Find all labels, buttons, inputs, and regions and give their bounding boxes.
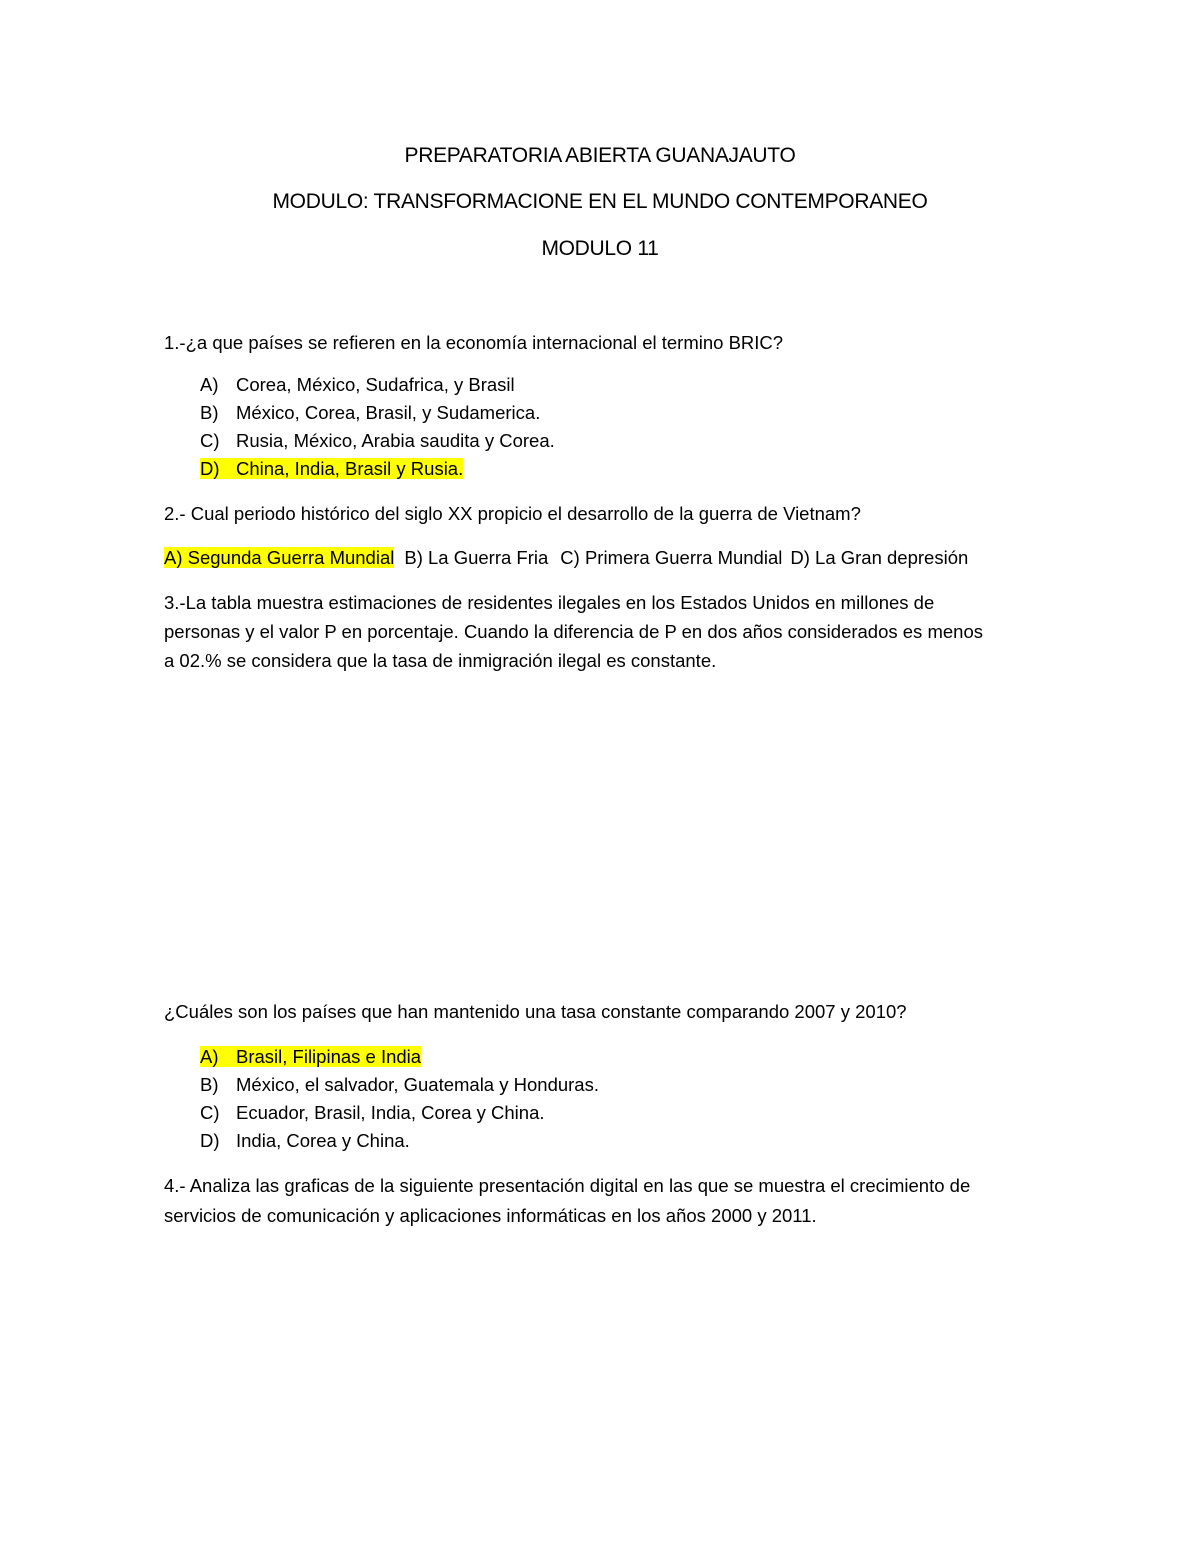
q3-option-d-text: India, Corea y China. <box>236 1130 410 1151</box>
q2-option-a-highlighted: A) Segunda Guerra Mundial <box>164 547 395 568</box>
q3-option-d <box>200 1129 410 1153</box>
q2-option-c: C) Primera Guerra Mundial <box>560 547 783 568</box>
q1-option-b-text: México, Corea, Brasil, y Sudamerica. <box>236 402 541 423</box>
q3-option-b-letter: B) <box>200 1074 219 1095</box>
q3-option-a-letter: A) <box>200 1046 219 1067</box>
q3-option-a-text: Brasil, Filipinas e India <box>236 1046 422 1067</box>
q2-option-b: B) La Guerra Fria <box>404 547 549 568</box>
question-4-text-line2: servicios de comunicación y aplicaciones informáticas en los años 2000 y 2011. <box>164 1205 817 1226</box>
q1-option-a <box>200 373 515 397</box>
q3-option-c-text: Ecuador, Brasil, India, Corea y China. <box>236 1102 545 1123</box>
q1-option-a-text: Corea, México, Sudafrica, y Brasil <box>236 374 515 395</box>
header-module-number: MODULO 11 <box>541 237 659 260</box>
q1-option-d-letter: D) <box>200 458 220 479</box>
q3-option-c <box>200 1101 545 1125</box>
q1-option-d-text: China, India, Brasil y Rusia. <box>236 458 464 479</box>
q1-option-d-highlighted <box>200 457 463 481</box>
q3-option-b <box>200 1073 599 1097</box>
q1-option-a-letter: A) <box>200 374 219 395</box>
q2-options-row <box>164 546 976 570</box>
question-2-text: 2.- Cual periodo histórico del siglo XX propicio el desarrollo de la guerra de Vietnam? <box>164 503 861 524</box>
q3-option-c-letter: C) <box>200 1102 220 1123</box>
q1-option-b <box>200 401 540 425</box>
q1-option-b-letter: B) <box>200 402 219 423</box>
q2-option-d: D) La Gran depresión <box>790 547 969 568</box>
q1-option-c <box>200 429 555 453</box>
q1-option-c-text: Rusia, México, Arabia saudita y Corea. <box>236 430 555 451</box>
question-3-text-line2: personas y el valor P en porcentaje. Cuando la diferencia de P en dos años considerados es menos <box>164 621 983 642</box>
question-1-text: 1.-¿a que países se refieren en la economía internacional el termino BRIC? <box>164 332 784 353</box>
question-3-text-line1: 3.-La tabla muestra estimaciones de residentes ilegales en los Estados Unidos en millones de <box>164 592 935 613</box>
q3-option-d-letter: D) <box>200 1130 220 1151</box>
question-4-text-line1: 4.- Analiza las graficas de la siguiente presentación digital en las que se muestra el crecimiento de <box>164 1175 971 1196</box>
q3-option-a-highlighted <box>200 1045 421 1069</box>
q3-option-b-text: México, el salvador, Guatemala y Honduras. <box>236 1074 599 1095</box>
header-module-title: MODULO: TRANSFORMACIONE EN EL MUNDO CONTEMPORANEO <box>272 190 928 213</box>
header-school: PREPARATORIA ABIERTA GUANAJAUTO <box>404 144 796 167</box>
q1-option-c-letter: C) <box>200 430 220 451</box>
question-3-text-line3: a 02.% se considera que la tasa de inmigración ilegal es constante. <box>164 650 717 671</box>
question-3-question: ¿Cuáles son los países que han mantenido una tasa constante comparando 2007 y 2010? <box>164 1001 907 1022</box>
